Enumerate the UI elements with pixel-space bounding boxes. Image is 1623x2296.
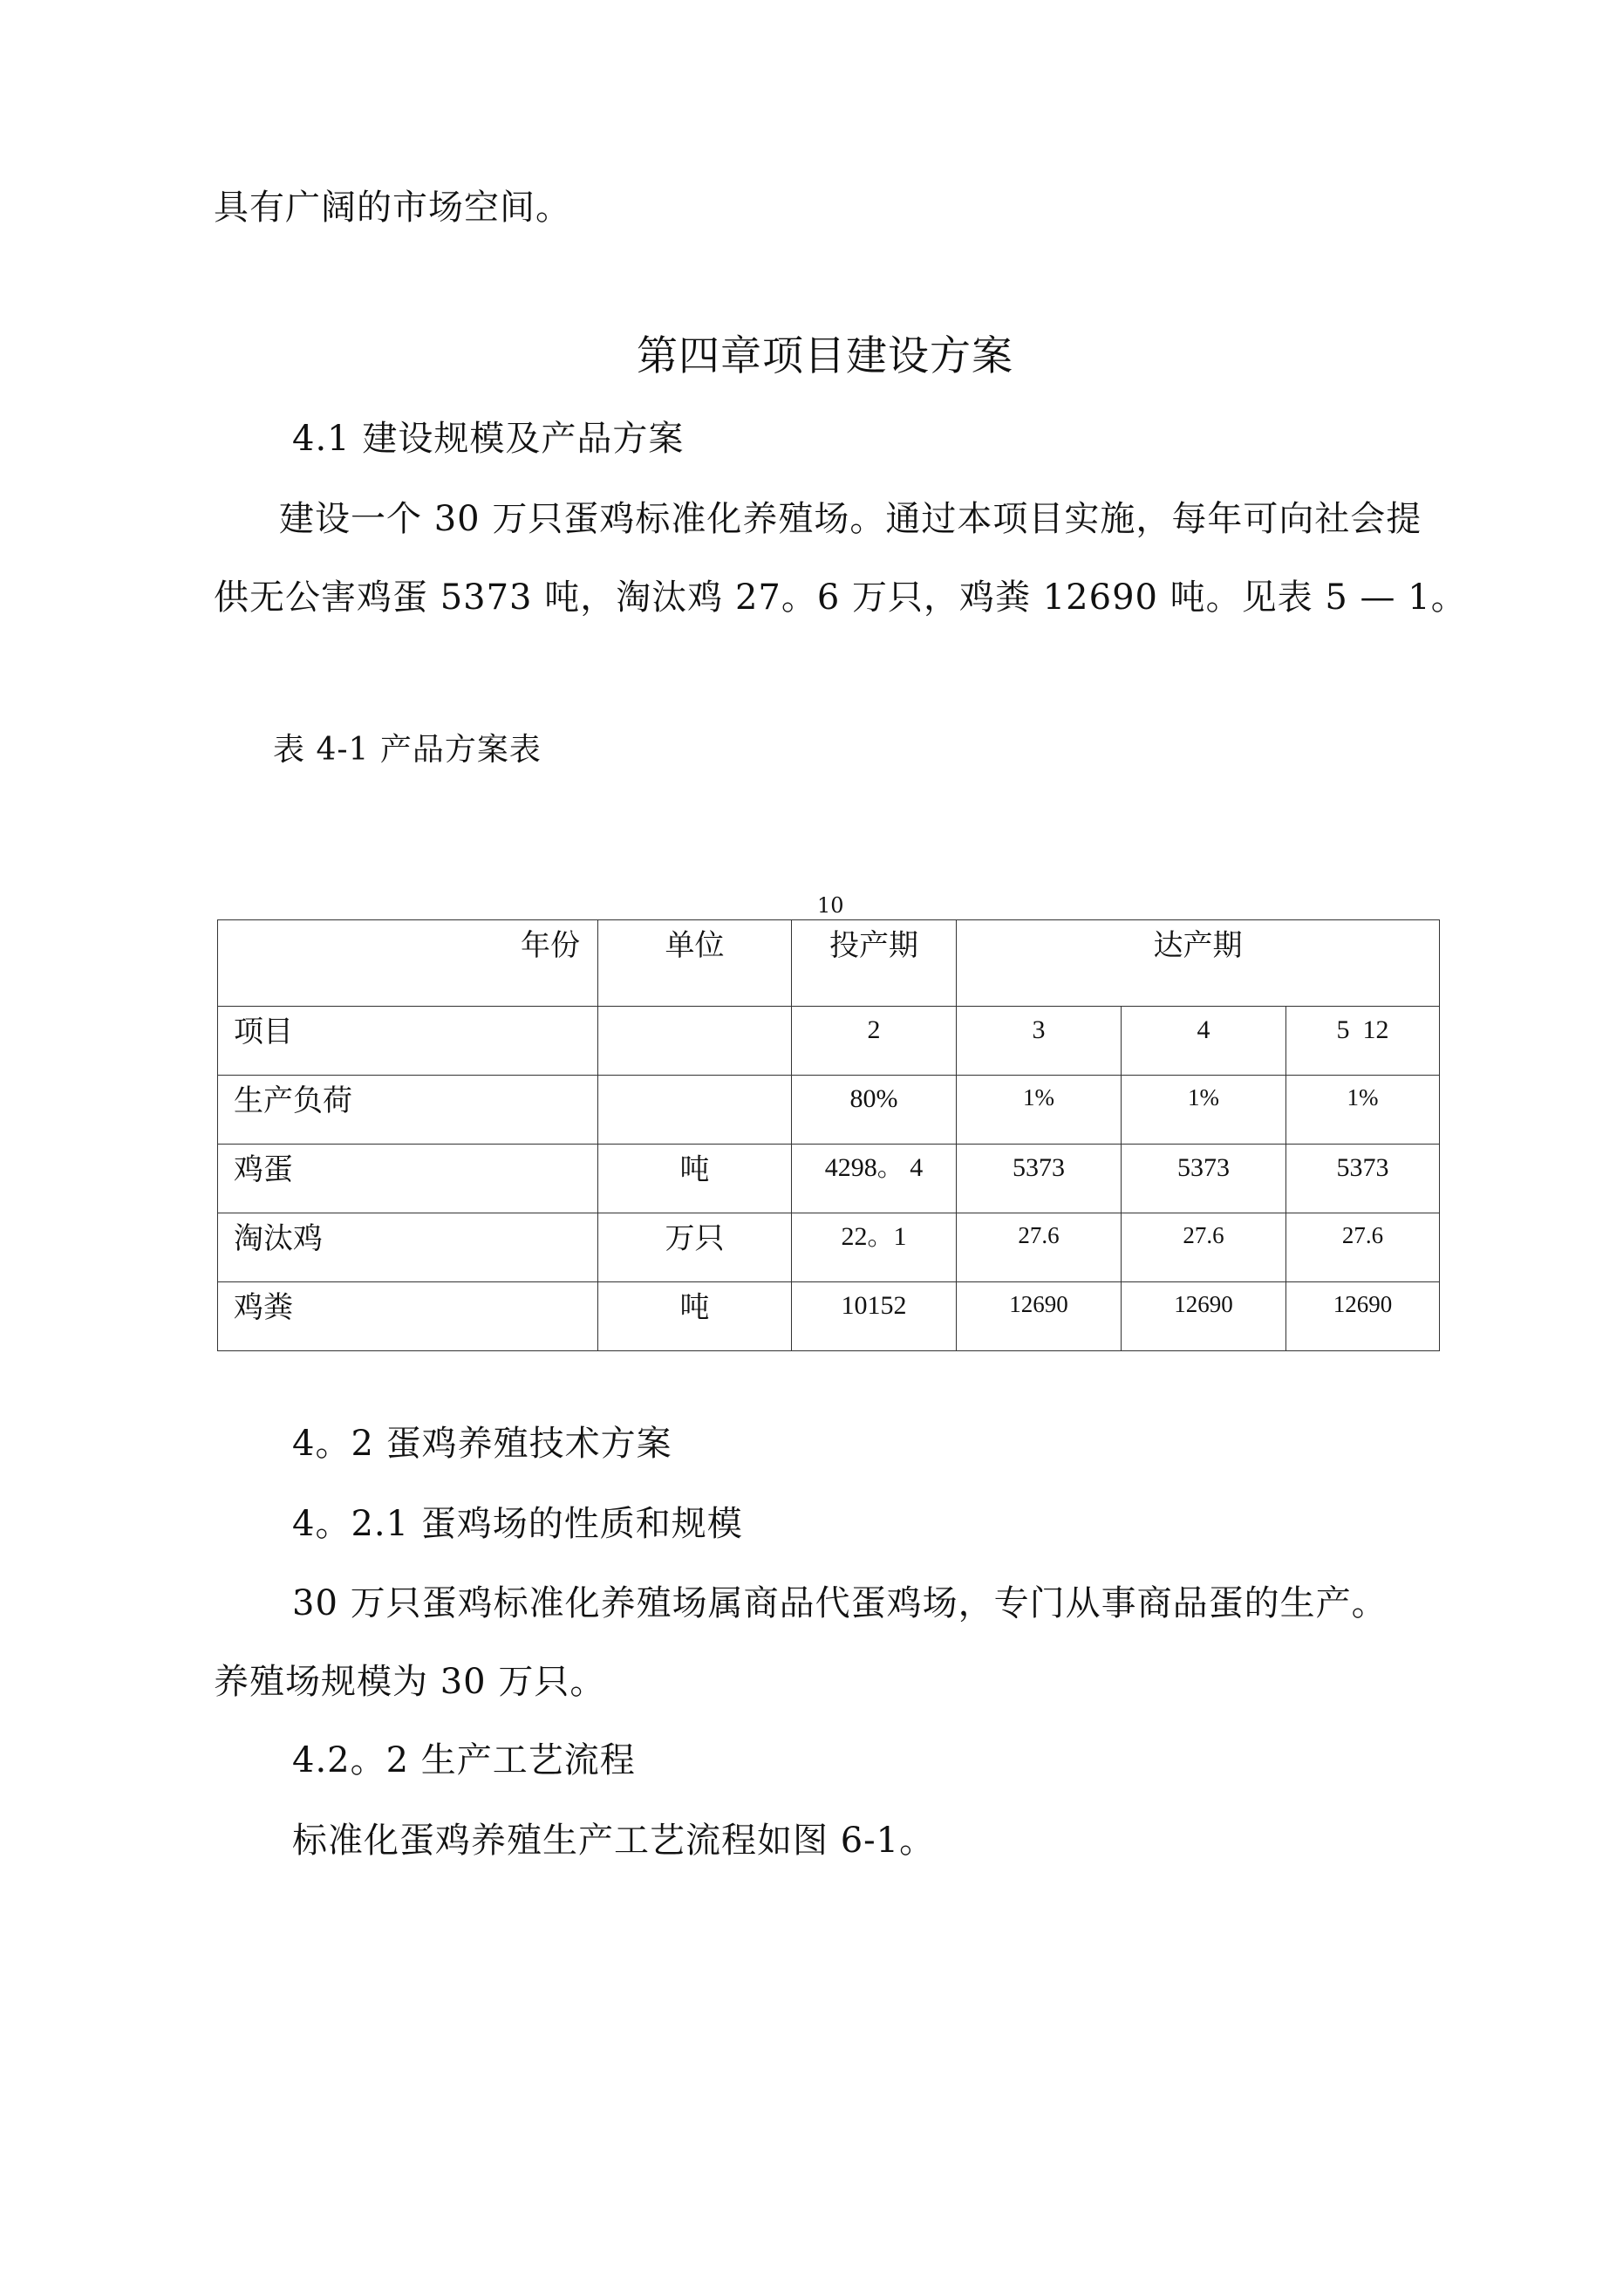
header-year-cell: 年份: [218, 920, 598, 1007]
value-cell: 10152: [792, 1282, 957, 1351]
section-heading-4-2-2: 4.2。2 生产工艺流程: [292, 1740, 636, 1780]
table-row: [218, 1145, 1440, 1213]
row-unit-cell: 万只: [598, 1213, 792, 1282]
table-row: [218, 1007, 1440, 1076]
row-unit-cell: [598, 1076, 792, 1145]
row-unit-cell: 吨: [598, 1282, 792, 1351]
value-cell: 12690: [1122, 1282, 1286, 1351]
paragraph-1-line-1: 建设一个 30 万只蛋鸡标准化养殖场。通过本项目实施，每年可向社会提: [279, 499, 1422, 539]
value-cell: 27.6: [1286, 1213, 1440, 1282]
table-caption: 表 4-1 产品方案表: [273, 732, 542, 768]
value-cell: 5373: [957, 1145, 1122, 1213]
value-cell: 12690: [1286, 1282, 1440, 1351]
row-label-cell: 淘汰鸡: [218, 1213, 598, 1282]
paragraph-2-line-1: 30 万只蛋鸡标准化养殖场属商品代蛋鸡场，专门从事商品蛋的生产。: [292, 1583, 1388, 1623]
value-cell: 27.6: [1122, 1213, 1286, 1282]
row-label-cell: 项目: [218, 1007, 598, 1076]
table-row: [218, 1213, 1440, 1282]
intro-line: 具有广阔的市场空间。: [214, 188, 571, 228]
value-cell: 5373: [1122, 1145, 1286, 1213]
value-cell: 5373: [1286, 1145, 1440, 1213]
value-cell: 2: [792, 1007, 957, 1076]
paragraph-3: 标准化蛋鸡养殖生产工艺流程如图 6-1。: [292, 1821, 936, 1861]
value-cell: 3: [957, 1007, 1122, 1076]
row-label-cell: 鸡蛋: [218, 1145, 598, 1213]
row-label-cell: 鸡粪: [218, 1282, 598, 1351]
value-cell: 1%: [957, 1076, 1122, 1145]
table-row: [218, 1076, 1440, 1145]
value-cell: 12690: [957, 1282, 1122, 1351]
section-heading-4-1: 4.1 建设规模及产品方案: [292, 419, 685, 459]
value-cell: 4: [1122, 1007, 1286, 1076]
row-unit-cell: [598, 1007, 792, 1076]
value-cell: 27.6: [957, 1213, 1122, 1282]
value-cell: 1%: [1122, 1076, 1286, 1145]
value-cell: 22。1: [792, 1213, 957, 1282]
product-plan-table: [217, 919, 1440, 1351]
chapter-title: 第四章项目建设方案: [637, 332, 1013, 380]
page-number: 10: [817, 893, 844, 918]
header-full-production-period-cell: 达产期: [957, 920, 1440, 1007]
section-heading-4-2: 4。2 蛋鸡养殖技术方案: [292, 1424, 672, 1464]
section-heading-4-2-1: 4。2.1 蛋鸡场的性质和规模: [292, 1504, 743, 1544]
header-investment-period-cell: 投产期: [792, 920, 957, 1007]
paragraph-1-line-2: 供无公害鸡蛋 5373 吨，淘汰鸡 27。6 万只，鸡粪 12690 吨。见表 5 — 1。: [214, 577, 1467, 618]
value-cell: 5 12: [1286, 1007, 1440, 1076]
value-cell: 1%: [1286, 1076, 1440, 1145]
value-cell: 80%: [792, 1076, 957, 1145]
table-row: [218, 1282, 1440, 1351]
table-header-row: [218, 920, 1440, 1007]
row-unit-cell: 吨: [598, 1145, 792, 1213]
paragraph-2-line-2: 养殖场规模为 30 万只。: [214, 1662, 606, 1702]
row-label-cell: 生产负荷: [218, 1076, 598, 1145]
value-cell: 4298。 4: [792, 1145, 957, 1213]
header-unit-cell: 单位: [598, 920, 792, 1007]
